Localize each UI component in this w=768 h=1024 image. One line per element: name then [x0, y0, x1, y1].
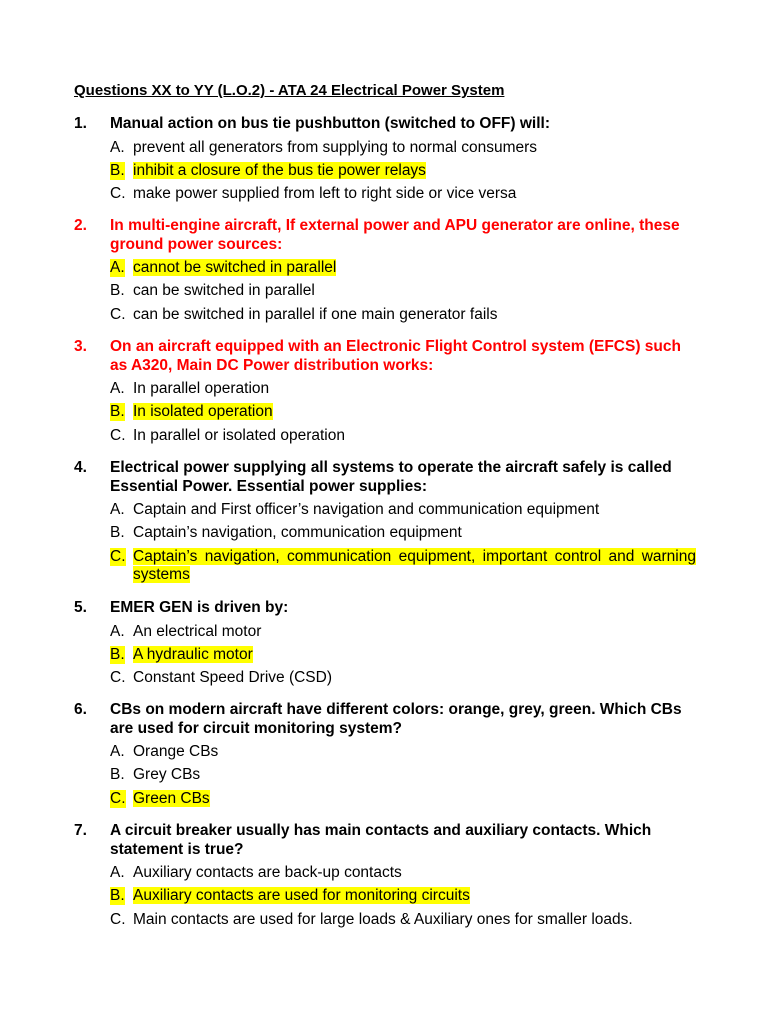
question-4 — [74, 459, 696, 584]
option-5b-highlighted: B. A hydraulic motor — [110, 645, 253, 663]
question-2-text — [74, 217, 696, 254]
option-4a: A. Captain and First officer’s navigation and communication equipment — [110, 501, 600, 519]
option-6b: B. Grey CBs — [110, 766, 201, 784]
question-stem: On an aircraft equipped with an Electronic Flight Control system (EFCS) such as A320, Main DC Power distribution works: — [110, 338, 681, 374]
option-7c: C. Main contacts are used for large loads & Auxiliary ones for smaller loads. — [110, 910, 633, 928]
question-2 — [74, 217, 696, 324]
option-4c-highlighted: C. Captain’s navigation, communication equipment, important control and warning systems — [110, 547, 696, 583]
option-2b: B. can be switched in parallel — [110, 282, 315, 300]
option-7b-highlighted: B. Auxiliary contacts are used for monitoring circuits — [110, 887, 470, 905]
option-5a: A. An electrical motor — [110, 622, 262, 640]
question-stem: A circuit breaker usually has main contacts and auxiliary contacts. Which statement is true? — [110, 822, 652, 858]
option-6c-highlighted: C. Green CBs — [110, 789, 210, 807]
question-stem: Manual action on bus tie pushbutton (switched to OFF) will: — [110, 115, 551, 132]
question-1-text — [74, 115, 696, 134]
option-3b-highlighted: B. In isolated operation — [110, 403, 273, 421]
option-3a: A. In parallel operation — [110, 380, 270, 398]
question-stem: In multi-engine aircraft, If external power and APU generator are online, these ground power sources: — [110, 217, 680, 253]
question-number: 5. — [74, 599, 87, 616]
question-5-text — [74, 599, 696, 618]
option-2c: C. can be switched in parallel if one main generator fails — [110, 305, 498, 323]
question-number: 1. — [74, 115, 87, 132]
option-5c: C. Constant Speed Drive (CSD) — [110, 669, 332, 687]
option-4b: B. Captain’s navigation, communication equipment — [110, 524, 462, 542]
question-3-text — [74, 338, 696, 375]
option-3c: C. In parallel or isolated operation — [110, 426, 345, 444]
question-stem: Electrical power supplying all systems to operate the aircraft safely is called Essential Power. Essential power supplies: — [110, 459, 672, 495]
page-heading: Questions XX to YY (L.O.2) - ATA 24 Electrical Power System — [74, 82, 505, 99]
question-4-text — [74, 459, 696, 496]
question-stem: CBs on modern aircraft have different colors: orange, grey, green. Which CBs are used for circuit monitoring system? — [110, 701, 682, 737]
option-6a: A. Orange CBs — [110, 743, 219, 761]
question-number: 2. — [74, 217, 87, 234]
question-6-text — [74, 701, 696, 738]
option-1b-highlighted: B. inhibit a closure of the bus tie power relays — [110, 161, 426, 179]
option-7a: A. Auxiliary contacts are back-up contacts — [110, 864, 402, 882]
question-1 — [74, 115, 696, 203]
option-2a-highlighted: A. cannot be switched in parallel — [110, 259, 337, 277]
option-1c: C. make power supplied from left to right side or vice versa — [110, 185, 517, 203]
question-number: 6. — [74, 701, 87, 718]
question-3 — [74, 338, 696, 445]
option-1a: A. prevent all generators from supplying to normal consumers — [110, 138, 538, 156]
question-6 — [74, 701, 696, 808]
question-5 — [74, 599, 696, 687]
question-7-text — [74, 822, 696, 859]
question-number: 3. — [74, 338, 87, 355]
question-number: 7. — [74, 822, 87, 839]
question-stem: EMER GEN is driven by: — [110, 599, 289, 616]
question-number: 4. — [74, 459, 87, 476]
question-7 — [74, 822, 696, 929]
